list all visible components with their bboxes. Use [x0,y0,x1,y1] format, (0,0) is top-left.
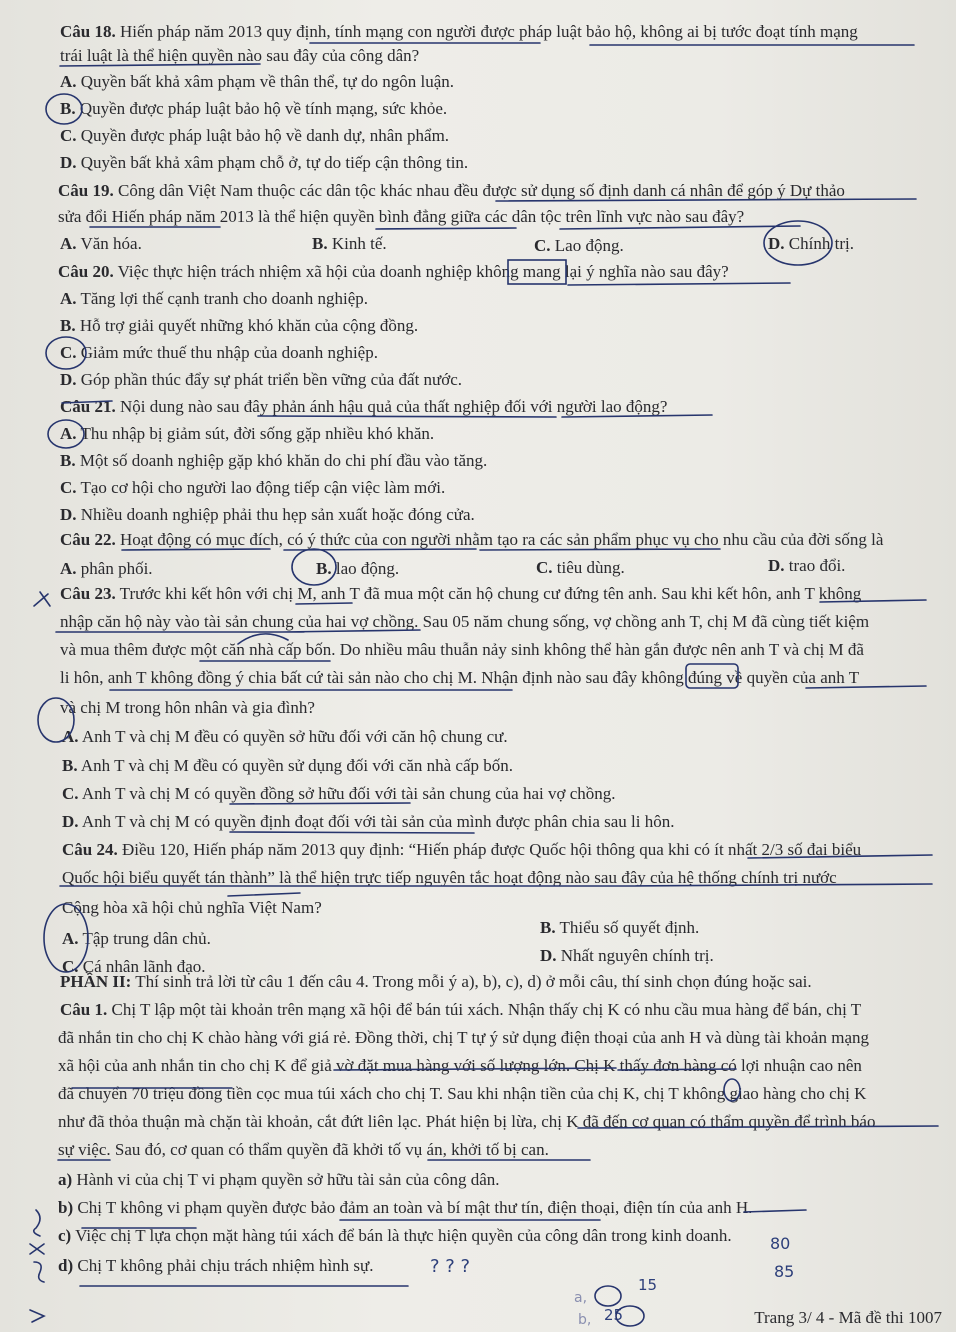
q19-option-c: C. Lao động. [534,236,624,255]
part2-heading: PHẦN II: Thí sinh trả lời từ câu 1 đến câu 4. Trong mỗi ý a), b), c), d) ở mỗi câu, thí sinh chọn đúng hoặc sai. [60,972,812,991]
q19-option-a: A. Văn hóa. [60,234,142,253]
q23-stem-line1: Câu 23. Trước khi kết hôn với chị M, anh T đã mua một căn hộ chung cư đứng tên anh. Sau khi kết hôn, anh T không [60,584,862,603]
q24-stem-line2: Quốc hội biểu quyết tán thành” là thể hiện trực tiếp nguyên tắc hoạt động nào sau đây của hệ thống chính trị nước [62,868,837,887]
handwritten-note-25: 25 [604,1306,624,1324]
page-footer: Trang 3/ 4 - Mã đề thi 1007 [754,1308,942,1327]
handwritten-note-80: 80 [770,1234,791,1253]
q21-stem: Câu 21. Nội dung nào sau đây phản ánh hậu quả của thất nghiệp đối với người lao động? [60,397,668,416]
q23-stem-line3: và mua thêm được một căn nhà cấp bốn. Do nhiều mâu thuẫn nảy sinh không thể hàn gắn được nên anh T và chị M đã [60,640,864,659]
q22-option-c: C. tiêu dùng. [536,558,625,577]
q21-option-d: D. Nhiều doanh nghiệp phải thu hẹp sản xuất hoặc đóng cửa. [60,505,475,524]
part2-q1-option-d: d) Chị T không phải chịu trách nhiệm hình sự. [58,1256,374,1275]
q21-option-a: A. Thu nhập bị giảm sút, đời sống gặp nhiều khó khăn. [60,424,435,443]
q19-stem-line2: sửa đổi Hiến pháp năm 2013 là thể hiện quyền bình đẳng giữa các dân tộc trên lĩnh vực nào sau đây? [58,207,745,226]
q21-option-c: C. Tạo cơ hội cho người lao động tiếp cận việc làm mới. [60,478,446,497]
part2-q1-line4: đã chuyển 70 triệu đồng tiền cọc mua túi xách cho chị T. Sau khi nhận tiền của chị K, chị T không giao hàng cho chị K [58,1084,867,1103]
part2-q1-option-c: c) Việc chị T lựa chọn mặt hàng túi xách để bán là thực hiện quyền của công dân trong kinh doanh. [58,1226,732,1245]
q22-option-d: D. trao đổi. [768,556,846,575]
handwritten-note-b: b, [578,1312,592,1328]
q23-stem-line2: nhập căn hộ này vào tài sản chung của hai vợ chồng. Sau 05 năm chung sống, vợ chồng anh T, chị M đã cùng tiết kiệm [60,612,870,631]
handwritten-note-15: 15 [638,1276,658,1294]
q24-option-b: B. Thiểu số quyết định. [540,918,700,937]
q23-option-a: A. Anh T và chị M đều có quyền sở hữu đối với căn hộ chung cư. [62,727,508,746]
q23-option-d: D. Anh T và chị M có quyền định đoạt đối với tài sản của mình được phân chia sau li hôn. [62,812,675,831]
q20-option-c: C. Giảm mức thuế thu nhập của doanh nghiệp. [60,343,378,362]
part2-q1-option-b: b) Chị T không vi phạm quyền được bảo đảm an toàn và bí mật thư tín, điện thoại, điện tín của anh H. [58,1198,753,1217]
q24-option-c: C. Cá nhân lãnh đạo. [62,957,206,976]
q18-option-c: C. Quyền được pháp luật bảo hộ về danh dự, nhân phẩm. [60,126,450,145]
q18-stem-line2: trái luật là thể hiện quyền nào sau đây của công dân? [60,46,420,65]
part2-q1-line2: đã nhắn tin cho chị K chào hàng với giá rẻ. Đồng thời, chị T tự ý sử dụng điện thoại của anh H và dùng tài khoản mạng [58,1028,869,1047]
q24-stem-line1: Câu 24. Điều 120, Hiến pháp năm 2013 quy định: “Hiến pháp được Quốc hội thông qua khi có ít nhất 2/3 số đại biểu [62,840,862,859]
q23-option-b: B. Anh T và chị M đều có quyền sử dụng đối với căn nhà cấp bốn. [62,756,514,775]
q19-stem-line1: Câu 19. Công dân Việt Nam thuộc các dân tộc khác nhau đều được sử dụng số định danh cá nhân để góp ý Dự thảo [58,181,845,200]
q18-option-a: A. Quyền bất khả xâm phạm về thân thể, tự do ngôn luận. [60,72,454,91]
q19-option-b: B. Kinh tế. [312,234,387,253]
q18-option-b: B. Quyền được pháp luật bảo hộ về tính mạng, sức khỏe. [60,99,448,118]
q22-option-a: A. phân phối. [60,559,153,578]
handwritten-note-a: a, [574,1290,588,1306]
q20-option-d: D. Góp phần thúc đẩy sự phát triển bền vững của đất nước. [60,370,463,389]
q19-option-d: D. Chính trị. [768,234,854,253]
q22-stem: Câu 22. Hoạt động có mục đích, có ý thức của con người nhằm tạo ra các sản phẩm phục vụ cho nhu cầu của đời sống là [60,530,884,549]
q22-option-b: B. lao động. [316,559,400,578]
q24-option-a: A. Tập trung dân chủ. [62,929,211,948]
handwritten-question-marks: ? ? ? [430,1256,471,1277]
q23-stem-line5: và chị M trong hôn nhân và gia đình? [60,698,315,717]
q18-option-d: D. Quyền bất khả xâm phạm chỗ ở, tự do tiếp cận thông tin. [60,153,469,172]
part2-q1-line3: xã hội của anh nhắn tin cho chị K để giả vờ đặt mua hàng với số lượng lớn. Chị K thấy đơn hàng có lợi nhuận cao nên [58,1056,862,1075]
q20-stem: Câu 20. Việc thực hiện trách nhiệm xã hội của doanh nghiệp không mang lại ý nghĩa nào sau đây? [58,262,729,281]
q21-option-b: B. Một số doanh nghiệp gặp khó khăn do chi phí đầu vào tăng. [60,451,488,470]
q20-option-b: B. Hỗ trợ giải quyết những khó khăn của cộng đồng. [60,316,419,335]
q24-stem-line3: Cộng hòa xã hội chủ nghĩa Việt Nam? [62,898,322,917]
part2-q1-line5: như đã thỏa thuận mà chặn tài khoản, cắt đứt liên lạc. Phát hiện bị lừa, chị K đã đến cơ quan có thẩm quyền để trình báo [58,1112,876,1131]
handwritten-note-85: 85 [774,1262,795,1281]
q23-option-c: C. Anh T và chị M có quyền đồng sở hữu đối với tài sản chung của hai vợ chồng. [62,784,616,803]
q24-option-d: D. Nhất nguyên chính trị. [540,946,714,965]
part2-q1-line1: Câu 1. Chị T lập một tài khoản trên mạng xã hội để bán túi xách. Nhận thấy chị K có nhu cầu mua hàng để bán, chị T [60,1000,862,1019]
q20-option-a: A. Tăng lợi thế cạnh tranh cho doanh nghiệp. [60,289,368,308]
q18-stem-line1: Câu 18. Hiến pháp năm 2013 quy định, tính mạng con người được pháp luật bảo hộ, không ai bị tước đoạt tính mạng [60,22,858,41]
part2-q1-line6: sự việc. Sau đó, cơ quan có thẩm quyền đã khởi tố vụ án, khởi tố bị can. [58,1140,549,1159]
part2-q1-option-a: a) Hành vi của chị T vi phạm quyền sở hữu tài sản của công dân. [58,1170,500,1189]
q23-stem-line4: li hôn, anh T không đồng ý chia bất cứ tài sản nào cho chị M. Nhận định nào sau đây không đúng về quyền của anh T [60,668,860,687]
